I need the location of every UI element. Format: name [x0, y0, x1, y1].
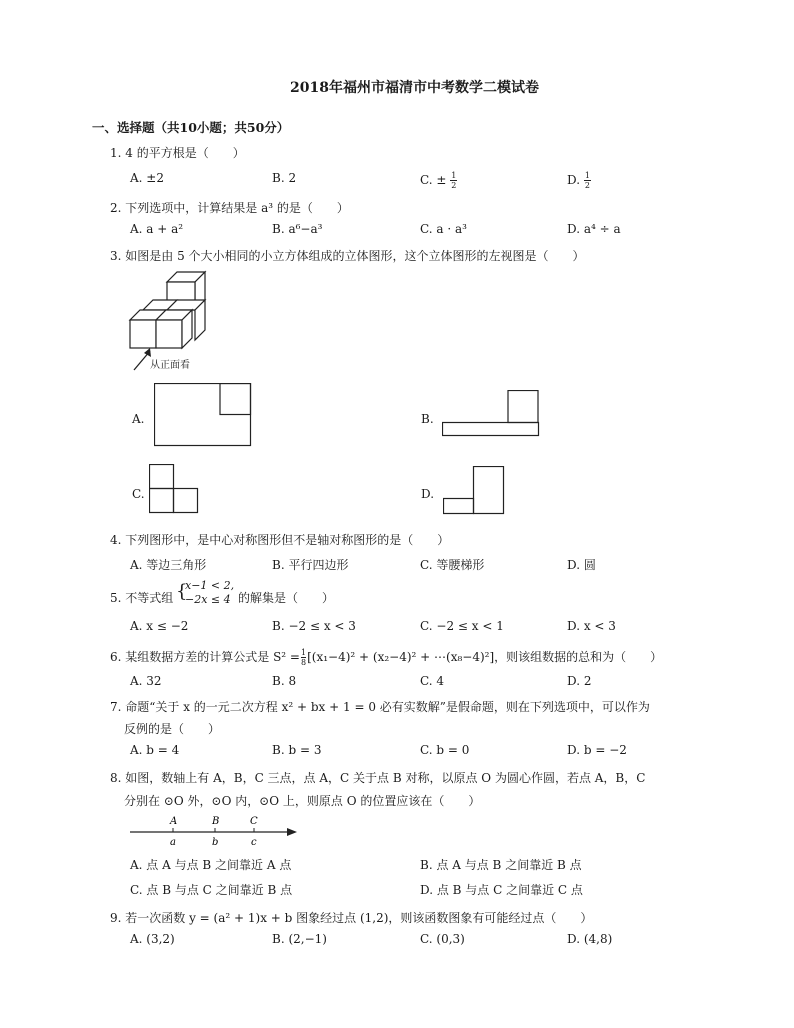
- question-7-stem-line1: 7. 命题“关于 x 的一元二次方程 x² + bx + 1 = 0 必有实数解”是假命题，则在下列选项中，可以作为: [110, 700, 650, 714]
- q1-d-denominator: 2: [584, 181, 590, 190]
- view-direction-label: 从正面看: [150, 360, 190, 371]
- question-3-stem: 3. 如图是由 5 个大小相同的小立方体组成的立体图形，这个立体图形的左视图是（ ）: [110, 249, 585, 263]
- q1-option-d: [567, 171, 591, 190]
- q3-option-a: A.: [132, 412, 145, 426]
- brace-icon: {: [176, 581, 188, 602]
- q6-frac-denominator: 8: [300, 658, 307, 667]
- q6-option-a: A. 32: [130, 674, 162, 688]
- q2-option-b: B. a⁶−a³: [272, 222, 323, 236]
- question-1-stem: 1. 4 的平方根是（ ）: [110, 146, 245, 160]
- q8-option-c: C. 点 B 与点 C 之间靠近 B 点: [130, 883, 293, 897]
- q1-d-numerator: 1: [584, 171, 590, 180]
- number-line-figure: [125, 810, 305, 850]
- q6-option-b: B. 8: [272, 674, 297, 688]
- q7-option-c: C. b = 0: [420, 743, 470, 757]
- q2-option-d: D. a⁴ ÷ a: [567, 222, 621, 236]
- question-6-stem: [110, 648, 662, 667]
- question-2-stem: 2. 下列选项中，计算结果是 a³ 的是（ ）: [110, 201, 349, 215]
- q4-option-a: A. 等边三角形: [130, 558, 207, 572]
- q5-option-b: B. −2 ≤ x < 3: [272, 619, 356, 633]
- question-4-stem: 4. 下列图形中，是中心对称图形但不是轴对称图形的是（ ）: [110, 533, 450, 547]
- axis-label-lower-a: a: [170, 837, 176, 848]
- q8-option-d: D. 点 B 与点 C 之间靠近 C 点: [420, 883, 583, 897]
- q9-option-b: B. (2,−1): [272, 932, 327, 946]
- q5-inequality-2: −2x ≤ 4: [185, 593, 231, 606]
- q2-option-c: C. a · a³: [420, 222, 467, 236]
- question-8-stem-line1: 8. 如图，数轴上有 A，B，C 三点，点 A，C 关于点 B 对称，以原点 O 为圆心作圆，若点 A，B，C: [110, 771, 646, 785]
- q9-option-c: C. (0,3): [420, 932, 465, 946]
- q9-option-d: D. (4,8): [567, 932, 613, 946]
- axis-arrow-icon: [287, 828, 297, 836]
- q5-option-c: C. −2 ≤ x < 1: [420, 619, 504, 633]
- question-5-stem-pre: 5. 不等式组: [110, 591, 174, 605]
- question-7-stem-line2: 反例的是（ ）: [124, 722, 221, 736]
- axis-label-lower-c: c: [251, 837, 257, 848]
- q5-option-a: A. x ≤ −2: [130, 619, 189, 633]
- q8-option-a: A. 点 A 与点 B 之间靠近 A 点: [130, 858, 292, 872]
- q4-option-b: B. 平行四边形: [272, 558, 349, 572]
- q1-c-denominator: 2: [451, 181, 457, 190]
- q7-option-d: D. b = −2: [567, 743, 627, 757]
- question-8-stem-line2: 分别在 ⊙O 外，⊙O 内，⊙O 上，则原点 O 的位置应该在（ ）: [124, 794, 481, 808]
- question-5-stem-post: 的解集是（ ）: [238, 591, 335, 605]
- q1-option-c: [420, 171, 457, 190]
- axis-label-upper-c: C: [250, 816, 258, 827]
- q9-option-a: A. (3,2): [130, 932, 175, 946]
- q7-option-a: A. b = 4: [130, 743, 180, 757]
- q3-option-b-figure: [442, 390, 542, 440]
- q3-option-b: B.: [421, 412, 434, 426]
- q3-option-a-figure: [154, 383, 254, 449]
- q1-option-b: B. 2: [272, 171, 297, 185]
- q6-stem-pre: 6. 某组数据方差的计算公式是 S² =: [110, 650, 300, 664]
- q7-option-b: B. b = 3: [272, 743, 322, 757]
- q1-option-d-label: D.: [567, 173, 584, 187]
- section-heading: 一、选择题（共10小题；共50分）: [92, 120, 290, 135]
- q4-option-d: D. 圆: [567, 558, 596, 572]
- question-9-stem: 9. 若一次函数 y = (a² + 1)x + b 图象经过点 (1,2)，则该函数图象有可能经过点（ ）: [110, 911, 593, 925]
- q5-inequality-1: x−1 < 2,: [185, 579, 235, 592]
- axis-label-upper-b: B: [212, 816, 220, 827]
- q3-option-c: C.: [132, 487, 145, 501]
- q5-option-d: D. x < 3: [567, 619, 616, 633]
- q6-option-c: C. 4: [420, 674, 445, 688]
- q2-option-a: A. a + a²: [130, 222, 184, 236]
- q4-option-c: C. 等腰梯形: [420, 558, 485, 572]
- q1-option-c-label: C. ±: [420, 173, 447, 187]
- q3-option-d-figure: [443, 466, 507, 516]
- q8-option-b: B. 点 A 与点 B 之间靠近 B 点: [420, 858, 582, 872]
- q1-option-a: A. ±2: [130, 171, 164, 185]
- axis-label-upper-a: A: [170, 816, 178, 827]
- page-title: 2018年福州市福清市中考数学二模试卷: [290, 80, 539, 96]
- axis-label-lower-b: b: [212, 837, 219, 848]
- q6-option-d: D. 2: [567, 674, 592, 688]
- q1-c-numerator: 1: [451, 171, 457, 180]
- q3-option-d: D.: [421, 487, 435, 501]
- q6-frac-numerator: 1: [300, 648, 307, 657]
- q3-option-c-figure: [149, 464, 203, 516]
- q6-stem-post: [(x₁−4)² + (x₂−4)² + ⋯(x₈−4)²]，则该组数据的总和为（ ）: [307, 650, 663, 664]
